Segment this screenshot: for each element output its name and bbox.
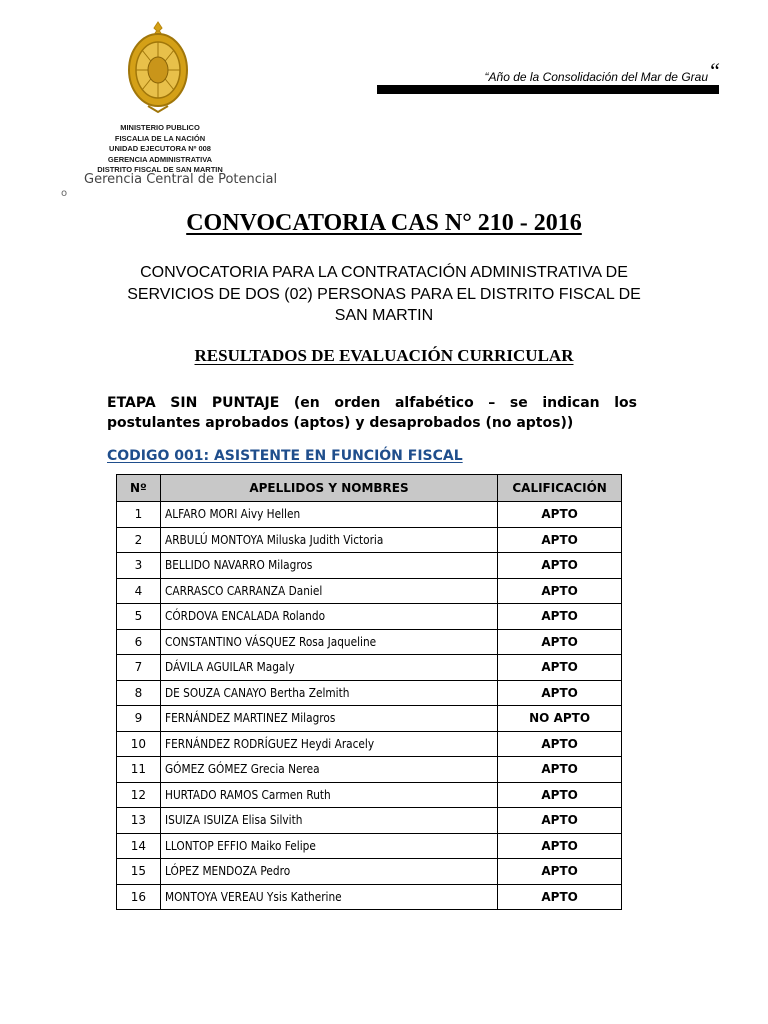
row-number: 16: [117, 884, 161, 910]
applicant-name: [160, 757, 497, 783]
institution-line: DISTRITO FISCAL DE SAN MARTIN: [97, 165, 223, 174]
table-row: [117, 680, 622, 706]
applicant-name-text: FERNÁNDEZ MARTINEZ Milagros: [164, 711, 336, 726]
applicant-name: [160, 884, 497, 910]
applicant-name-text: DE SOUZA CANAYO Bertha Zelmith: [164, 685, 350, 700]
table-row: [117, 808, 622, 834]
applicant-name: [160, 502, 497, 528]
ministerio-publico-seal-icon: [124, 18, 192, 114]
row-number: 12: [117, 782, 161, 808]
table-row: [117, 782, 622, 808]
results-table: [116, 474, 622, 910]
applicant-name: [160, 808, 497, 834]
applicant-name-text: BELLIDO NAVARRO Milagros: [164, 558, 313, 573]
applicant-name-text: GÓMEZ GÓMEZ Grecia Nerea: [164, 762, 320, 777]
qualification: APTO: [498, 731, 622, 757]
applicant-name-text: HURTADO RAMOS Carmen Ruth: [164, 787, 331, 802]
table-row: [117, 629, 622, 655]
applicant-name: [160, 731, 497, 757]
table-row: [117, 757, 622, 783]
row-number: 14: [117, 833, 161, 859]
table-row: [117, 502, 622, 528]
applicant-name: [160, 655, 497, 681]
row-number: 6: [117, 629, 161, 655]
row-number: 4: [117, 578, 161, 604]
qualification: APTO: [498, 680, 622, 706]
qualification: APTO: [498, 578, 622, 604]
applicant-name-text: CÓRDOVA ENCALADA Rolando: [164, 609, 325, 624]
applicant-name-text: FERNÁNDEZ RODRÍGUEZ Heydi Aracely: [164, 736, 374, 751]
applicant-name: [160, 706, 497, 732]
table-row: [117, 655, 622, 681]
table-row: [117, 578, 622, 604]
institution-line: MINISTERIO PUBLICO: [120, 123, 200, 132]
header-qualification: CALIFICACIÓN: [498, 475, 622, 502]
row-number: 5: [117, 604, 161, 630]
row-number: 11: [117, 757, 161, 783]
applicant-name: [160, 782, 497, 808]
applicant-name-text: ARBULÚ MONTOYA Miluska Judith Victoria: [164, 532, 384, 547]
applicant-name-text: ISUIZA ISUIZA Elisa Silvith: [164, 813, 303, 828]
row-number: 3: [117, 553, 161, 579]
applicant-name: [160, 553, 497, 579]
motto-closing-quote: “: [708, 58, 721, 83]
degree-mark: o: [61, 188, 68, 199]
motto-underline-bar: [377, 85, 719, 94]
applicant-name: [160, 604, 497, 630]
table-row: [117, 884, 622, 910]
header-name: APELLIDOS Y NOMBRES: [160, 475, 497, 502]
table-row: [117, 706, 622, 732]
qualification: APTO: [498, 502, 622, 528]
row-number: 1: [117, 502, 161, 528]
qualification: APTO: [498, 757, 622, 783]
gerencia-label: Gerencia Central de Potencial: [84, 172, 278, 187]
results-heading: RESULTADOS DE EVALUACIÓN CURRICULAR: [194, 346, 574, 365]
row-number: 2: [117, 527, 161, 553]
applicant-name: [160, 680, 497, 706]
applicant-name-text: CONSTANTINO VÁSQUEZ Rosa Jaqueline: [164, 634, 376, 649]
institution-line: UNIDAD EJECUTORA Nº 008: [109, 144, 211, 153]
qualification: APTO: [498, 884, 622, 910]
qualification: APTO: [498, 833, 622, 859]
row-number: 15: [117, 859, 161, 885]
year-motto: “Año de la Consolidación del Mar de Grau: [484, 70, 708, 84]
row-number: 8: [117, 680, 161, 706]
table-row: [117, 527, 622, 553]
applicant-name-text: LÓPEZ MENDOZA Pedro: [164, 864, 290, 879]
applicant-name-text: ALFARO MORI Aivy Hellen: [164, 507, 300, 522]
applicant-name-text: DÁVILA AGUILAR Magaly: [164, 660, 295, 675]
institution-block: [80, 123, 240, 176]
applicant-name-text: LLONTOP EFFIO Maiko Felipe: [164, 838, 316, 853]
table-row: [117, 553, 622, 579]
position-code-heading: CODIGO 001: ASISTENTE EN FUNCIÓN FISCAL: [107, 448, 463, 464]
applicant-name: [160, 527, 497, 553]
qualification: APTO: [498, 859, 622, 885]
qualification: APTO: [498, 655, 622, 681]
table-row: [117, 833, 622, 859]
row-number: 10: [117, 731, 161, 757]
institution-line: FISCALIA DE LA NACIÓN: [114, 133, 206, 143]
row-number: 7: [117, 655, 161, 681]
page-title: CONVOCATORIA CAS N° 210 - 2016: [186, 210, 582, 236]
qualification: NO APTO: [498, 706, 622, 732]
applicant-name: [160, 859, 497, 885]
stage-description: ETAPA SIN PUNTAJE (en orden alfabético – se indican los postulantes aprobados (aptos) y desaprobados (no aptos)): [107, 395, 637, 431]
applicant-name: [160, 578, 497, 604]
applicant-name: [160, 833, 497, 859]
qualification: APTO: [498, 553, 622, 579]
qualification: APTO: [498, 782, 622, 808]
page-subtitle: CONVOCATORIA PARA LA CONTRATACIÓN ADMINISTRATIVA DE SERVICIOS DE DOS (02) PERSONAS PARA EL DISTRITO FISCAL DE SAN MARTIN: [127, 264, 641, 324]
table-row: [117, 604, 622, 630]
applicant-name: [160, 629, 497, 655]
table-row: [117, 731, 622, 757]
row-number: 9: [117, 706, 161, 732]
qualification: APTO: [498, 808, 622, 834]
table-row: [117, 859, 622, 885]
qualification: APTO: [498, 604, 622, 630]
table-header-row: [117, 475, 622, 502]
qualification: APTO: [498, 629, 622, 655]
applicant-name-text: CARRASCO CARRANZA Daniel: [164, 583, 323, 598]
header-number: Nº: [117, 475, 161, 502]
row-number: 13: [117, 808, 161, 834]
qualification: APTO: [498, 527, 622, 553]
applicant-name-text: MONTOYA VEREAU Ysis Katherine: [164, 889, 342, 904]
institution-line: GERENCIA ADMINISTRATIVA: [107, 154, 213, 164]
